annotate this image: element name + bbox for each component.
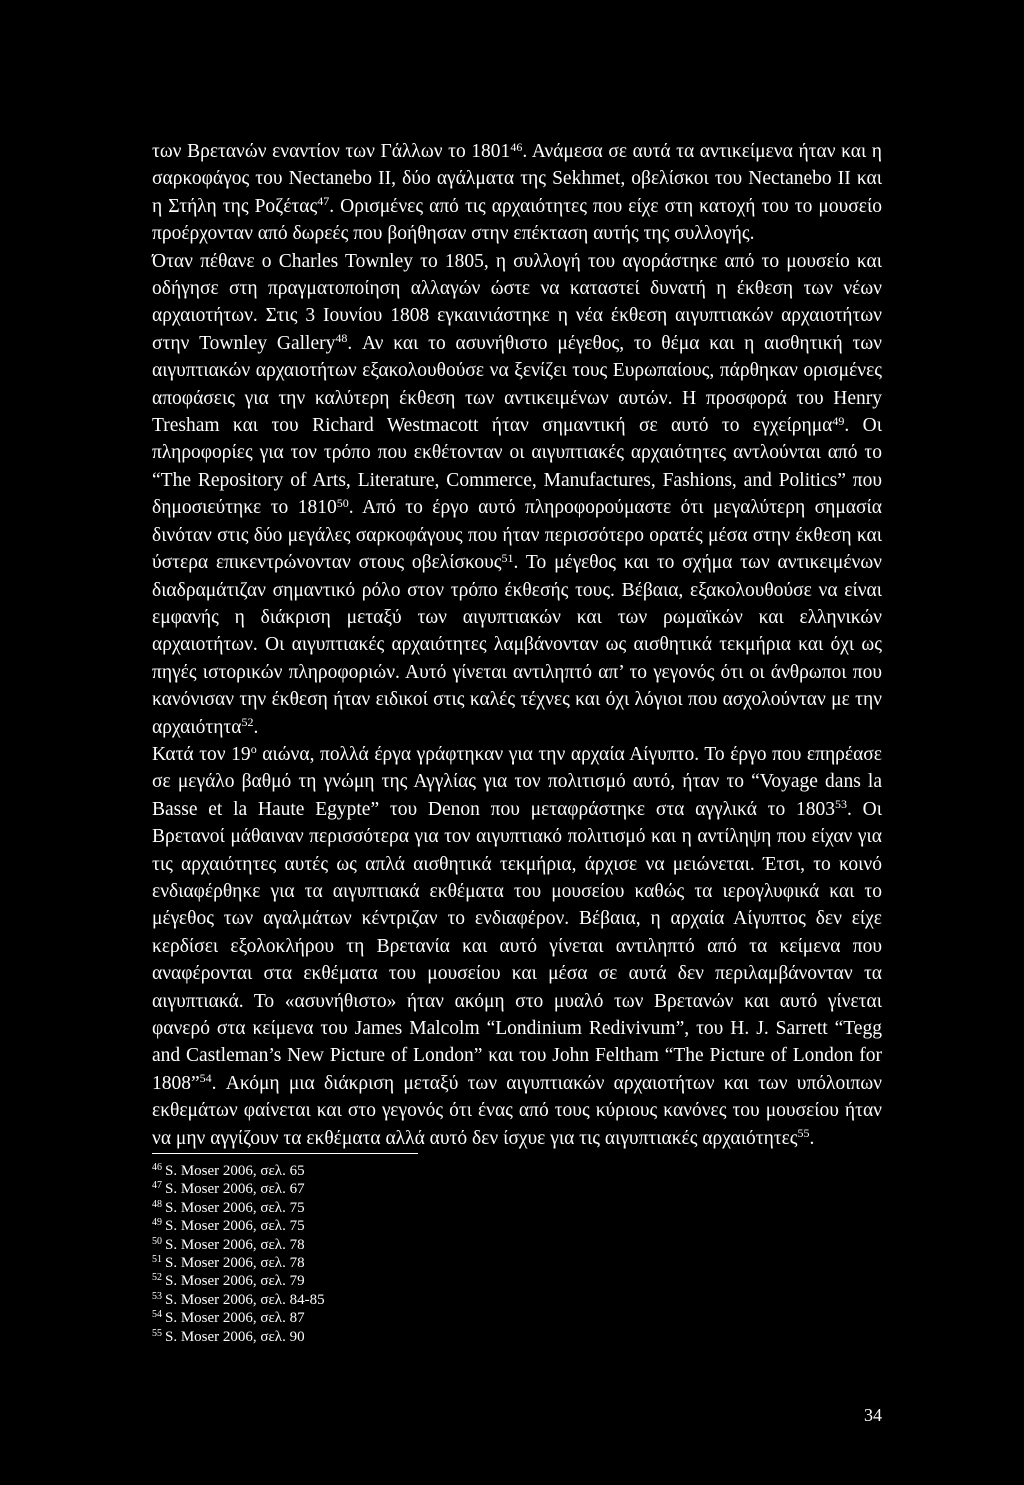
- footnote-text: S. Moser 2006, σελ. 79: [165, 1273, 305, 1290]
- footnote-number: 48: [152, 1198, 162, 1210]
- footnote-reference: 53: [835, 797, 848, 812]
- footnote-reference: 49: [832, 413, 845, 428]
- footnote-number: 51: [152, 1254, 162, 1266]
- footnote: [152, 1199, 552, 1217]
- footnote-text: S. Moser 2006, σελ. 67: [165, 1181, 305, 1198]
- footnote: [152, 1180, 552, 1198]
- footnote-text: S. Moser 2006, σελ. 87: [165, 1310, 305, 1327]
- footnote-text: S. Moser 2006, σελ. 78: [165, 1236, 305, 1253]
- text-run: . Το μέγεθος και το σχήμα των αντικειμένων διαδραμάτιζαν σημαντικό ρόλο στον τρόπο έκθεσής τους. Βέβαια, εξακολουθούσε να είναι εμφανής η διάκριση μεταξύ των αιγυπτιακών και των ρωμαϊκών και ελληνικών αρχαιοτήτων. Οι αιγυπτιακές αρχαιότητες λαμβάνονταν ως αισθητικά τεκμήρια και όχι ως πηγές ιστορικών πληροφοριών. Αυτό γίνεται αντιληπτό απ’ το γεγονός ότι οι άνθρωποι που κανόνισαν την έκθεση ήταν ειδικοί στις καλές τέχνες και όχι λόγιοι που ασχολούνταν με την αρχαιότητα: [152, 552, 882, 738]
- paragraph: [152, 138, 882, 248]
- text-run: . Από το έργο αυτό πληροφορούμαστε ότι μεγαλύτερη σημασία δινόταν στις δύο μεγάλες σαρκοφάγους που ήταν περισσότερο ορατές μέσα στην έκθεση και ύστερα επικεντρώνονταν στους οβελίσκους: [152, 497, 882, 574]
- footnote-text: S. Moser 2006, σελ. 75: [165, 1218, 305, 1235]
- footnote-number: 54: [152, 1309, 162, 1321]
- text-run: των Βρετανών εναντίον των Γάλλων το 1801: [152, 141, 511, 162]
- footnote: [152, 1236, 552, 1254]
- footnote-text: S. Moser 2006, σελ. 90: [165, 1328, 305, 1345]
- footnote: [152, 1217, 552, 1235]
- footnote: [152, 1328, 552, 1346]
- footnote-number: 47: [152, 1180, 162, 1192]
- footnote-reference: 55: [797, 1126, 810, 1141]
- footnote-reference: 52: [241, 715, 254, 730]
- footnote-text: S. Moser 2006, σελ. 78: [165, 1255, 305, 1272]
- text-run: Κατά τον 19: [152, 743, 251, 765]
- footnote-number: 55: [152, 1327, 162, 1339]
- text-run: αιώνα, πολλά έργα γράφτηκαν για την αρχαία Αίγυπτο. Το έργο που επηρέασε σε μεγάλο βαθμό τη γνώμη της Αγγλίας για τον πολιτισμό αυτό, ήταν το “Voyage dans la Basse et la Haute Egypte” του Denon που μεταφράστηκε στα αγγλικά το 1803: [152, 743, 882, 820]
- footnote: [152, 1254, 552, 1272]
- footnote-reference: 46: [510, 139, 523, 154]
- footnote-reference: 48: [335, 331, 348, 346]
- footnote-text: S. Moser 2006, σελ. 84-85: [165, 1291, 325, 1308]
- text-run: .: [809, 1127, 815, 1149]
- footnote: [152, 1272, 552, 1290]
- footnote-number: 53: [152, 1290, 162, 1302]
- paragraph: [152, 248, 882, 741]
- footnote-text: S. Moser 2006, σελ. 75: [165, 1199, 305, 1216]
- footnote-number: 49: [152, 1217, 162, 1229]
- text-run: . Ορισμένες από τις αρχαιότητες που είχε στη κατοχή του το μουσείο προέρχονταν από δωρεές που βοήθησαν στην επέκταση αυτής της συλλογής.: [152, 195, 882, 245]
- text-run: . Αν και το ασυνήθιστο μέγεθος, το θέμα και η αισθητική των αιγυπτιακών αρχαιοτήτων εξακολουθούσε να ξενίζει τους Ευρωπαίους, πάρθηκαν ορισμένες αποφάσεις για την καλύτερη έκθεση των αντικειμένων αυτών. Η προσφορά του Henry Tresham και του Richard Westmacott ήταν σημαντική σε αυτό το εγχείρημα: [152, 332, 882, 437]
- footnote: [152, 1291, 552, 1309]
- footnote-reference: 51: [501, 550, 514, 565]
- footnote-number: 46: [152, 1162, 162, 1173]
- page-number: 34: [864, 1405, 882, 1425]
- text-run: . Ακόμη μια διάκριση μεταξύ των αιγυπτιακών αρχαιοτήτων και των υπόλοιπων εκθεμάτων φαίνεται και στο γεγονός ότι ένας από τους κύριους κανόνες του μουσείου ήταν να μην αγγίζουν τα εκθέματα αλλά αυτό δεν ίσχυε για τις αιγυπτιακές αρχαιότητες: [152, 1072, 882, 1149]
- footnote-number: 52: [152, 1272, 162, 1284]
- footnote: [152, 1162, 552, 1180]
- footnote-reference: 47: [317, 194, 330, 209]
- text-run: . Οι Βρετανοί μάθαιναν περισσότερα για τον αιγυπτιακό πολιτισμό και η αντίληψη που είχαν για τις αρχαιότητες αυτές ως απλά αισθητικά τεκμήρια, άρχισε να μειώνεται. Έτσι, το κοινό ενδιαφέρθηκε για τα αιγυπτιακά εκθέματα του μουσείου καθώς τα ιερογλυφικά και το μέγεθος των αγαλμάτων κέντριζαν το ενδιαφέρον. Βέβαια, η αρχαία Αίγυπτος δεν είχε κερδίσει εξολοκλήρου τη Βρετανία και αυτό γίνεται αντιληπτό από τα κείμενα που αναφέρονται στα εκθέματα του μουσείου και μέσα σε αυτά δεν περιλαμβάνονταν τα αιγυπτιακά. Το «ασυνήθιστο» ήταν ακόμη στο μυαλό των Βρετανών και αυτό γίνεται φανερό στα κείμενα του James Malcolm “Londinium Redivivum”, του H. J. Sarrett “Tegg and Castleman’s New Picture of London” και του John Feltham “The Picture of London for 1808”: [152, 798, 882, 1094]
- text-run: Όταν πέθανε ο Charles Townley το 1805, η συλλογή του αγοράστηκε από το μουσείο και οδήγησε στη πραγματοποίηση αλλαγών ώστε να καταστεί δυνατή η έκθεση των νέων αρχαιοτήτων. Στις 3 Ιουνίου 1808 εγκαινιάστηκε η νέα έκθεση αιγυπτιακών αρχαιοτήτων στην Townley Gallery: [152, 250, 882, 354]
- text-run: .: [253, 716, 259, 738]
- footnote-reference: 50: [336, 495, 349, 510]
- footnotes: [152, 1162, 552, 1346]
- footnote-reference: ο: [250, 742, 257, 757]
- footnote-separator: [152, 1153, 418, 1154]
- footnote-number: 50: [152, 1235, 162, 1247]
- footnote-text: S. Moser 2006, σελ. 65: [165, 1163, 305, 1179]
- paragraph: [152, 741, 882, 1152]
- text-run: . Ανάμεσα σε αυτά τα αντικείμενα ήταν και η σαρκοφάγος του Nectanebo II, δύο αγάλματα της Sekhmet, οβελίσκοι του Nectanebo II και η Στήλη της Ροζέτας: [152, 141, 883, 217]
- footnote-reference: 54: [199, 1071, 212, 1086]
- text-run: . Οι πληροφορίες για τον τρόπο που εκθέτονταν οι αιγυπτιακές αρχαιότητες αντλούνται από το “The Repository of Arts, Literature, Commerce, Manufactures, Fashions, and Politics” που δημοσιεύτηκε το 1810: [152, 415, 882, 519]
- body-text: [152, 138, 882, 1152]
- footnote: [152, 1309, 552, 1327]
